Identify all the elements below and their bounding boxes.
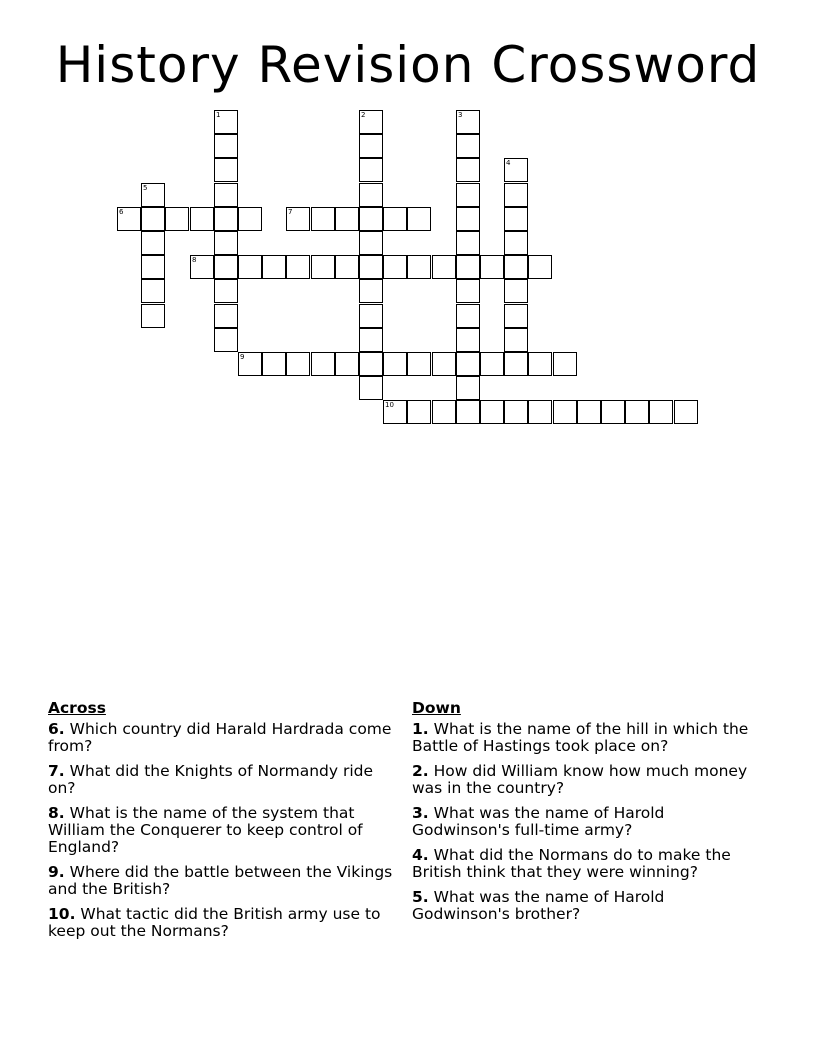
grid-cell[interactable]	[190, 255, 214, 279]
grid-cell[interactable]	[553, 352, 577, 376]
clue-across-8: 8. What is the name of the system that William the Conquerer to keep control of England?	[48, 804, 363, 856]
grid-cell[interactable]	[456, 207, 480, 231]
clue-number: 5	[412, 888, 423, 906]
grid-cell[interactable]	[359, 183, 383, 207]
grid-cell[interactable]	[528, 400, 552, 424]
grid-cell[interactable]	[480, 255, 504, 279]
grid-cell[interactable]	[456, 304, 480, 328]
grid-cell[interactable]	[456, 352, 480, 376]
cell-number: 5	[143, 184, 148, 192]
clue-number: 10	[48, 905, 70, 923]
clue-number: 3	[412, 804, 423, 822]
grid-cell[interactable]	[238, 255, 262, 279]
grid-cell[interactable]	[480, 400, 504, 424]
crossword-grid	[0, 0, 816, 440]
grid-cell[interactable]	[407, 255, 431, 279]
grid-cell[interactable]	[432, 352, 456, 376]
grid-cell[interactable]	[238, 207, 262, 231]
cell-number: 4	[506, 159, 511, 167]
grid-cell[interactable]	[359, 207, 383, 231]
grid-cell[interactable]	[141, 231, 165, 255]
grid-cell[interactable]	[601, 400, 625, 424]
clue-down-4: 4. What did the Normans do to make the British think that they were winning?	[412, 846, 731, 881]
grid-cell[interactable]	[359, 255, 383, 279]
grid-cell[interactable]	[359, 279, 383, 303]
grid-cell[interactable]	[407, 207, 431, 231]
grid-cell[interactable]	[214, 158, 238, 182]
clue-number: 2	[412, 762, 423, 780]
grid-cell[interactable]	[214, 207, 238, 231]
grid-cell[interactable]	[625, 400, 649, 424]
clue-text: What was the name of Harold Godwinson's brother?	[412, 888, 665, 923]
grid-cell[interactable]	[359, 328, 383, 352]
clue-text: What was the name of Harold Godwinson's full-time army?	[412, 804, 665, 839]
clue-text: What is the name of the hill in which the Battle of Hastings took place on?	[412, 720, 749, 755]
grid-cell[interactable]	[311, 255, 335, 279]
grid-cell[interactable]	[504, 328, 528, 352]
clue-down-3: 3. What was the name of Harold Godwinson's full-time army?	[412, 804, 665, 839]
grid-cell[interactable]	[504, 183, 528, 207]
clue-number: 6	[48, 720, 59, 738]
grid-cell[interactable]	[359, 158, 383, 182]
grid-cell[interactable]	[480, 352, 504, 376]
grid-cell[interactable]	[141, 304, 165, 328]
down-clues	[412, 700, 757, 931]
grid-cell[interactable]	[165, 207, 189, 231]
grid-cell[interactable]	[383, 255, 407, 279]
cell-number: 10	[385, 401, 394, 409]
grid-cell[interactable]	[190, 207, 214, 231]
grid-cell[interactable]	[359, 134, 383, 158]
grid-cell[interactable]	[383, 352, 407, 376]
cell-number: 3	[458, 111, 463, 119]
grid-cell[interactable]	[214, 110, 238, 134]
grid-cell[interactable]	[383, 400, 407, 424]
grid-cell[interactable]	[335, 352, 359, 376]
cell-number: 9	[240, 353, 245, 361]
cell-number: 6	[119, 208, 124, 216]
cell-number: 2	[361, 111, 366, 119]
grid-cell[interactable]	[286, 255, 310, 279]
grid-cell[interactable]	[456, 183, 480, 207]
grid-cell[interactable]	[456, 231, 480, 255]
clue-text: What is the name of the system that William the Conquerer to keep control of England?	[48, 804, 363, 856]
grid-cell[interactable]	[335, 207, 359, 231]
grid-cell[interactable]	[238, 352, 262, 376]
grid-cell[interactable]	[214, 304, 238, 328]
clue-text: Where did the battle between the Vikings and the British?	[48, 863, 393, 898]
grid-cell[interactable]	[407, 352, 431, 376]
clue-number: 4	[412, 846, 423, 864]
clue-text: What tactic did the British army use to keep out the Normans?	[48, 905, 381, 940]
grid-cell[interactable]	[456, 279, 480, 303]
down-heading: Down	[412, 699, 461, 717]
grid-cell[interactable]	[214, 183, 238, 207]
grid-cell[interactable]	[504, 279, 528, 303]
grid-cell[interactable]	[286, 352, 310, 376]
cell-number: 8	[192, 256, 197, 264]
grid-cell[interactable]	[504, 231, 528, 255]
grid-cell[interactable]	[504, 304, 528, 328]
clue-across-9: 9. Where did the battle between the Vikings and the British?	[48, 863, 393, 898]
grid-cell[interactable]	[141, 255, 165, 279]
clue-across-7: 7. What did the Knights of Normandy ride on?	[48, 762, 374, 797]
grid-cell[interactable]	[432, 255, 456, 279]
grid-cell[interactable]	[456, 134, 480, 158]
grid-cell[interactable]	[456, 376, 480, 400]
grid-cell[interactable]	[311, 207, 335, 231]
grid-cell[interactable]	[504, 158, 528, 182]
grid-cell[interactable]	[214, 231, 238, 255]
clue-across-6: 6. Which country did Harald Hardrada come from?	[48, 720, 392, 755]
clue-across-10: 10. What tactic did the British army use to keep out the Normans?	[48, 905, 381, 940]
cell-number: 7	[288, 208, 293, 216]
grid-cell[interactable]	[504, 255, 528, 279]
grid-cell[interactable]	[286, 207, 310, 231]
grid-cell[interactable]	[359, 376, 383, 400]
grid-cell[interactable]	[504, 207, 528, 231]
grid-cell[interactable]	[141, 279, 165, 303]
clue-down-5: 5. What was the name of Harold Godwinson's brother?	[412, 888, 665, 923]
grid-cell[interactable]	[214, 134, 238, 158]
grid-cell[interactable]	[117, 207, 141, 231]
clue-text: What did the Knights of Normandy ride on?	[48, 762, 374, 797]
grid-cell[interactable]	[528, 352, 552, 376]
grid-cell[interactable]	[214, 328, 238, 352]
grid-cell[interactable]	[504, 352, 528, 376]
grid-cell[interactable]	[432, 400, 456, 424]
clue-text: Which country did Harald Hardrada come from?	[48, 720, 392, 755]
grid-cell[interactable]	[262, 255, 286, 279]
clue-text: What did the Normans do to make the British think that they were winning?	[412, 846, 731, 881]
clue-number: 8	[48, 804, 59, 822]
grid-cell[interactable]	[214, 279, 238, 303]
grid-cell[interactable]	[456, 158, 480, 182]
grid-cell[interactable]	[335, 255, 359, 279]
grid-cell[interactable]	[359, 352, 383, 376]
grid-cell[interactable]	[528, 255, 552, 279]
grid-cell[interactable]	[553, 400, 577, 424]
grid-cell[interactable]	[359, 110, 383, 134]
clue-text: How did William know how much money was in the country?	[412, 762, 748, 797]
grid-cell[interactable]	[456, 255, 480, 279]
grid-cell[interactable]	[407, 400, 431, 424]
across-clues	[48, 700, 393, 948]
clue-number: 1	[412, 720, 423, 738]
grid-cell[interactable]	[456, 400, 480, 424]
grid-cell[interactable]	[262, 352, 286, 376]
grid-cell[interactable]	[456, 328, 480, 352]
grid-cell[interactable]	[383, 207, 407, 231]
grid-cell[interactable]	[141, 183, 165, 207]
grid-cell[interactable]	[456, 110, 480, 134]
grid-cell[interactable]	[141, 207, 165, 231]
grid-cell[interactable]	[577, 400, 601, 424]
grid-cell[interactable]	[359, 304, 383, 328]
grid-cell[interactable]	[359, 231, 383, 255]
across-heading: Across	[48, 699, 106, 717]
clue-number: 9	[48, 863, 59, 881]
cell-number: 1	[216, 111, 221, 119]
clue-down-1: 1. What is the name of the hill in which the Battle of Hastings took place on?	[412, 720, 749, 755]
page-title: History Revision Crossword	[55, 36, 761, 94]
grid-cell[interactable]	[649, 400, 673, 424]
grid-cell[interactable]	[504, 400, 528, 424]
clue-number: 7	[48, 762, 59, 780]
grid-cell[interactable]	[214, 255, 238, 279]
grid-cell[interactable]	[674, 400, 698, 424]
clue-down-2: 2. How did William know how much money was in the country?	[412, 762, 748, 797]
grid-cell[interactable]	[311, 352, 335, 376]
